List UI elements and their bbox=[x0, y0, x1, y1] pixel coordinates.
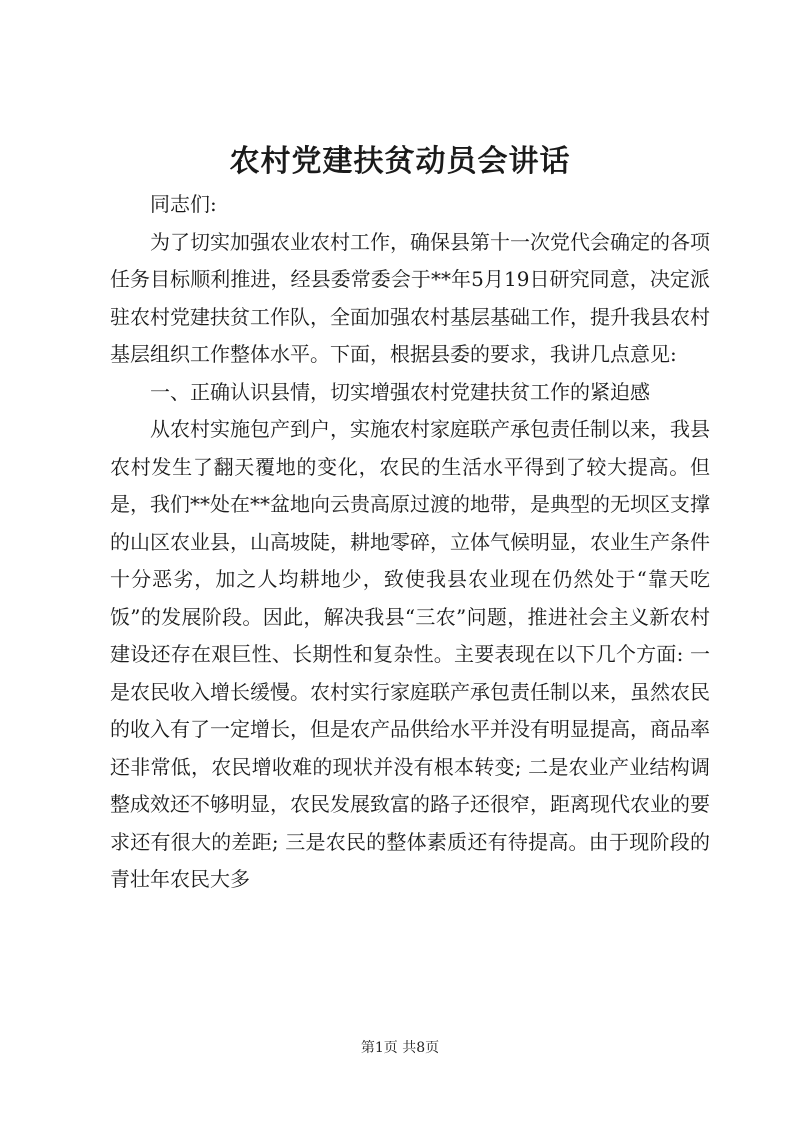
section-heading: 一、正确认识县情，切实增强农村党建扶贫工作的紧迫感 bbox=[150, 379, 650, 404]
intro-paragraph: 为了切实加强农业农村工作，确保县第十一次党代会确定的各项任务目标顺利推进，经县委常委会于**年5月19日研究同意，决定派驻农村党建扶贫工作队，全面加强农村基层基础工作，提升我县农村基层组织工作整体水平。下面，根据县委的要求，我讲几点意见: bbox=[110, 229, 710, 366]
document-body bbox=[110, 186, 710, 899]
salutation-paragraph: 同志们: bbox=[150, 192, 217, 216]
page-footer: 第1页 共8页 bbox=[360, 1040, 440, 1056]
body-paragraph: 从农村实施包产到户，实施农村家庭联产承包责任制以来，我县农村发生了翻天覆地的变化，农民的生活水平得到了较大提高。但是，我们**处在**盆地向云贵高原过渡的地带，是典型的无坝区支撑的山区农业县，山高坡陡，耕地零碎，立体气候明显，农业生产条件十分恶劣，加之人均耕地少，致使我县农业现在仍然处于“靠天吃饭”的发展阶段。因此，解决我县“三农”问题，推进社会主义新农村建设还存在艰巨性、长期性和复杂性。主要表现在以下几个方面: 一是农民收入增长缓慢。农村实行家庭联产承包责任制以来，虽然农民的收入有了一定增长，但是农产品供给水平并没有明显提高，商品率还非常低，农民增收难的现状并没有根本转变; 二是农业产业结构调整成效还不够明显，农民发展致富的路子还很窄，距离现代农业的要求还有很大的差距; 三是农民的整体素质还有待提高。由于现阶段的青壮年农民大多 bbox=[110, 417, 710, 891]
document-title: 农村党建扶贫动员会讲话 bbox=[229, 144, 571, 179]
